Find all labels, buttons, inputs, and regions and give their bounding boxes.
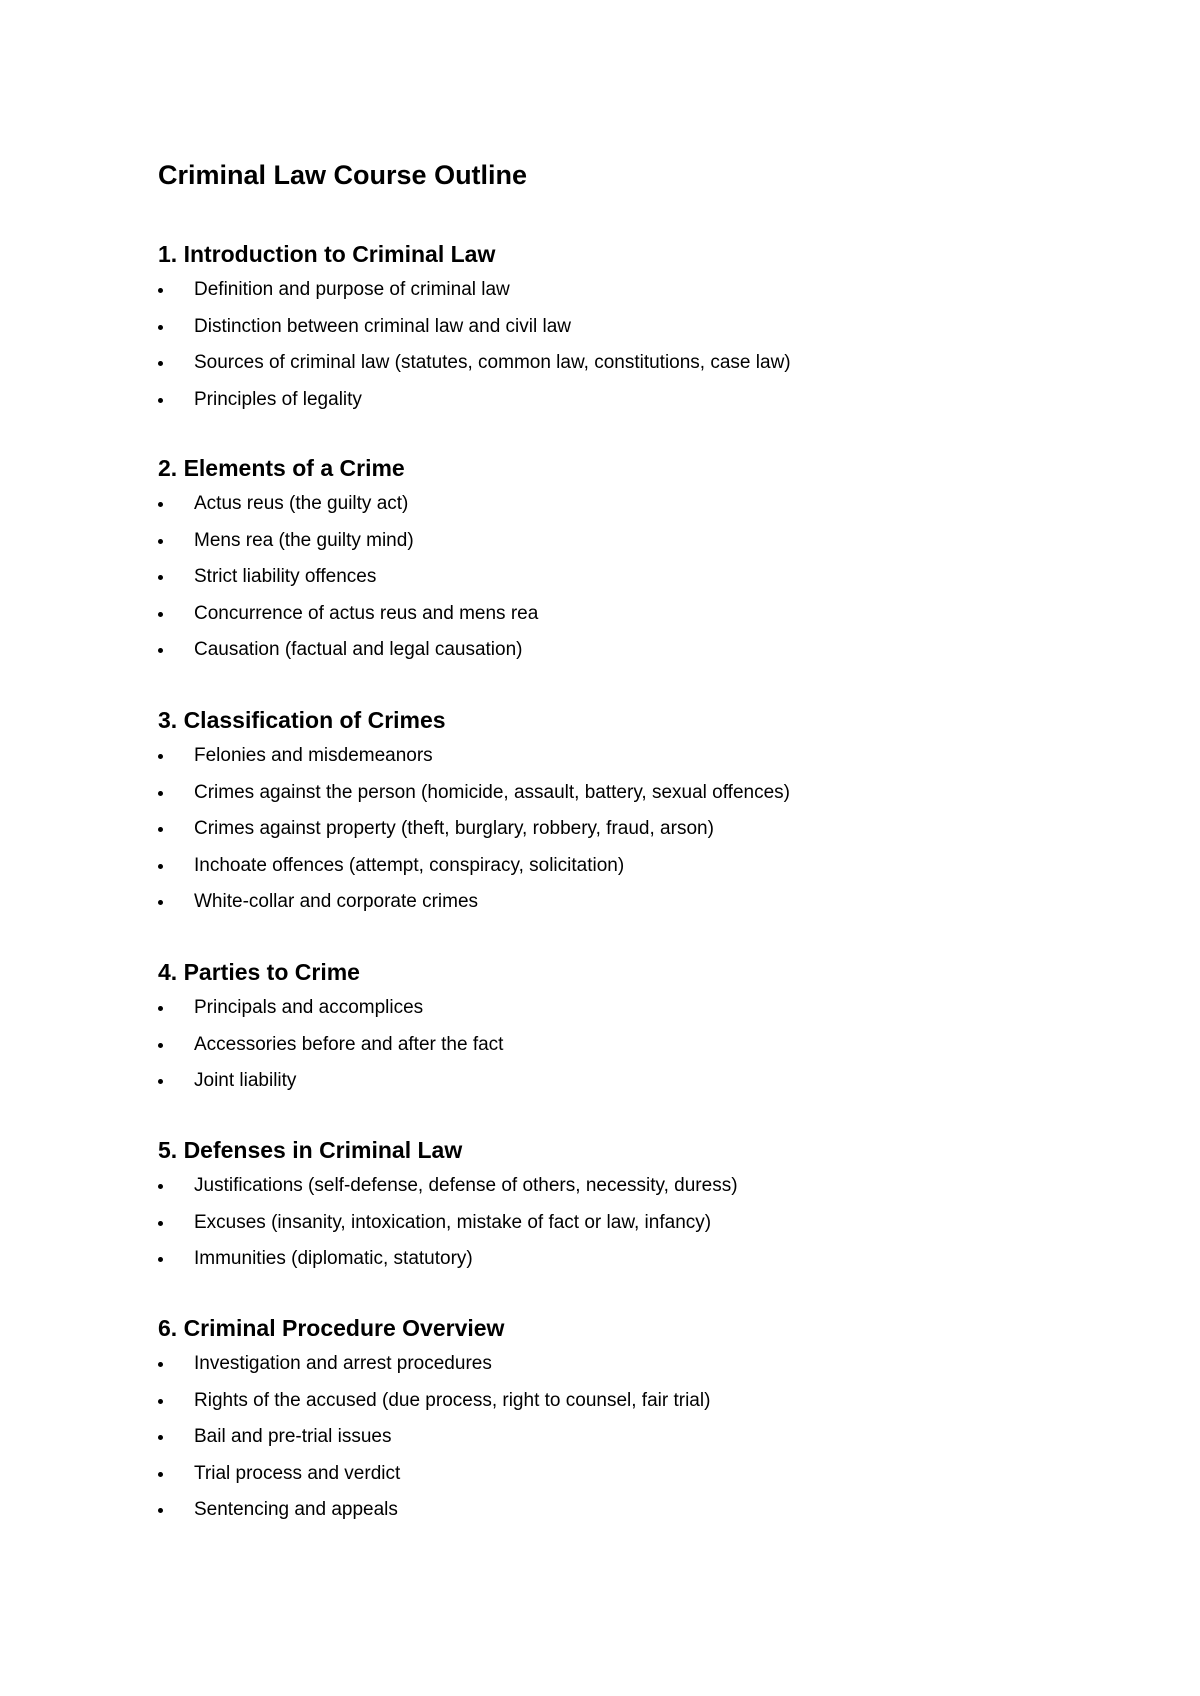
list-item	[158, 1353, 1158, 1390]
list-item-text: Bail and pre-trial issues	[194, 1426, 392, 1448]
list-item-text: Actus reus (the guilty act)	[194, 493, 409, 514]
list-item-text: Crimes against property (theft, burglary, robbery, fraud, arson)	[194, 818, 714, 840]
bullet-icon	[158, 1472, 163, 1477]
bullet-icon	[158, 288, 163, 293]
bullet-icon	[158, 612, 163, 617]
list-item-text: Felonies and misdemeanors	[194, 745, 433, 766]
bullet-icon	[158, 1362, 163, 1367]
bullet-list	[158, 493, 1158, 676]
section-elements-of-crime	[158, 453, 1158, 676]
bullet-icon	[158, 398, 163, 403]
bullet-list	[158, 997, 1158, 1107]
list-item-text: Joint liability	[194, 1070, 297, 1092]
bullet-icon	[158, 1079, 163, 1084]
list-item	[158, 316, 1158, 353]
list-item	[158, 1070, 1158, 1107]
list-item	[158, 603, 1158, 640]
list-item-text: Justifications (self-defense, defense of others, necessity, duress)	[194, 1175, 738, 1196]
list-item	[158, 1426, 1158, 1463]
list-item-text: Mens rea (the guilty mind)	[194, 529, 414, 551]
list-item-text: Sentencing and appeals	[194, 1499, 398, 1521]
section-heading: 6. Criminal Procedure Overview	[158, 1315, 505, 1341]
bullet-icon	[158, 864, 163, 869]
list-item-text: White-collar and corporate crimes	[194, 891, 479, 913]
list-item-text: Causation (factual and legal causation)	[194, 639, 523, 661]
list-item	[158, 1463, 1158, 1500]
list-item	[158, 279, 1158, 316]
list-item	[158, 782, 1158, 819]
list-item-text: Definition and purpose of criminal law	[194, 279, 510, 300]
list-item-text: Crimes against the person (homicide, assault, battery, sexual offences)	[194, 781, 790, 803]
bullet-icon	[158, 1043, 163, 1048]
list-item	[158, 1390, 1158, 1427]
list-item	[158, 1212, 1158, 1249]
list-item-text: Excuses (insanity, intoxication, mistake of fact or law, infancy)	[194, 1211, 712, 1233]
list-item-text: Sources of criminal law (statutes, common law, constitutions, case law)	[194, 352, 791, 374]
list-item-text: Concurrence of actus reus and mens rea	[194, 602, 539, 624]
bullet-list	[158, 1353, 1158, 1536]
section-heading: 2. Elements of a Crime	[158, 455, 405, 481]
bullet-icon	[158, 1221, 163, 1226]
bullet-icon	[158, 1508, 163, 1513]
list-item	[158, 1034, 1158, 1071]
list-item	[158, 389, 1158, 426]
list-item	[158, 891, 1158, 928]
bullet-icon	[158, 1435, 163, 1440]
section-introduction	[158, 239, 1158, 425]
list-item-text: Strict liability offences	[194, 566, 377, 588]
list-item-text: Principles of legality	[194, 388, 362, 410]
list-item	[158, 745, 1158, 782]
bullet-list	[158, 1175, 1158, 1285]
bullet-icon	[158, 827, 163, 832]
list-item	[158, 530, 1158, 567]
list-item	[158, 493, 1158, 530]
list-item-text: Immunities (diplomatic, statutory)	[194, 1248, 473, 1270]
document-title: Criminal Law Course Outline	[158, 160, 528, 190]
section-parties-to-crime	[158, 957, 1158, 1107]
bullet-icon	[158, 754, 163, 759]
bullet-list	[158, 279, 1158, 425]
bullet-icon	[158, 648, 163, 653]
section-heading: 3. Classification of Crimes	[158, 707, 446, 733]
bullet-icon	[158, 361, 163, 366]
list-item	[158, 1248, 1158, 1285]
bullet-icon	[158, 575, 163, 580]
list-item-text: Principals and accomplices	[194, 997, 424, 1018]
list-item-text: Accessories before and after the fact	[194, 1033, 504, 1055]
list-item	[158, 639, 1158, 676]
list-item	[158, 1175, 1158, 1212]
list-item	[158, 1499, 1158, 1536]
bullet-list	[158, 745, 1158, 928]
list-item	[158, 855, 1158, 892]
section-defenses	[158, 1135, 1158, 1285]
bullet-icon	[158, 791, 163, 796]
bullet-icon	[158, 1257, 163, 1262]
list-item	[158, 352, 1158, 389]
list-item-text: Inchoate offences (attempt, conspiracy, solicitation)	[194, 854, 625, 876]
list-item	[158, 818, 1158, 855]
bullet-icon	[158, 900, 163, 905]
list-item	[158, 566, 1158, 603]
section-criminal-procedure	[158, 1313, 1158, 1536]
list-item	[158, 997, 1158, 1034]
section-classification	[158, 705, 1158, 928]
section-heading: 1. Introduction to Criminal Law	[158, 241, 496, 267]
section-heading: 4. Parties to Crime	[158, 959, 360, 985]
bullet-icon	[158, 502, 163, 507]
list-item-text: Rights of the accused (due process, right to counsel, fair trial)	[194, 1389, 711, 1411]
list-item-text: Distinction between criminal law and civil law	[194, 315, 571, 337]
bullet-icon	[158, 1006, 163, 1011]
bullet-icon	[158, 325, 163, 330]
bullet-icon	[158, 1399, 163, 1404]
bullet-icon	[158, 539, 163, 544]
section-heading: 5. Defenses in Criminal Law	[158, 1137, 463, 1163]
list-item-text: Investigation and arrest procedures	[194, 1353, 492, 1374]
bullet-icon	[158, 1184, 163, 1189]
list-item-text: Trial process and verdict	[194, 1462, 401, 1484]
